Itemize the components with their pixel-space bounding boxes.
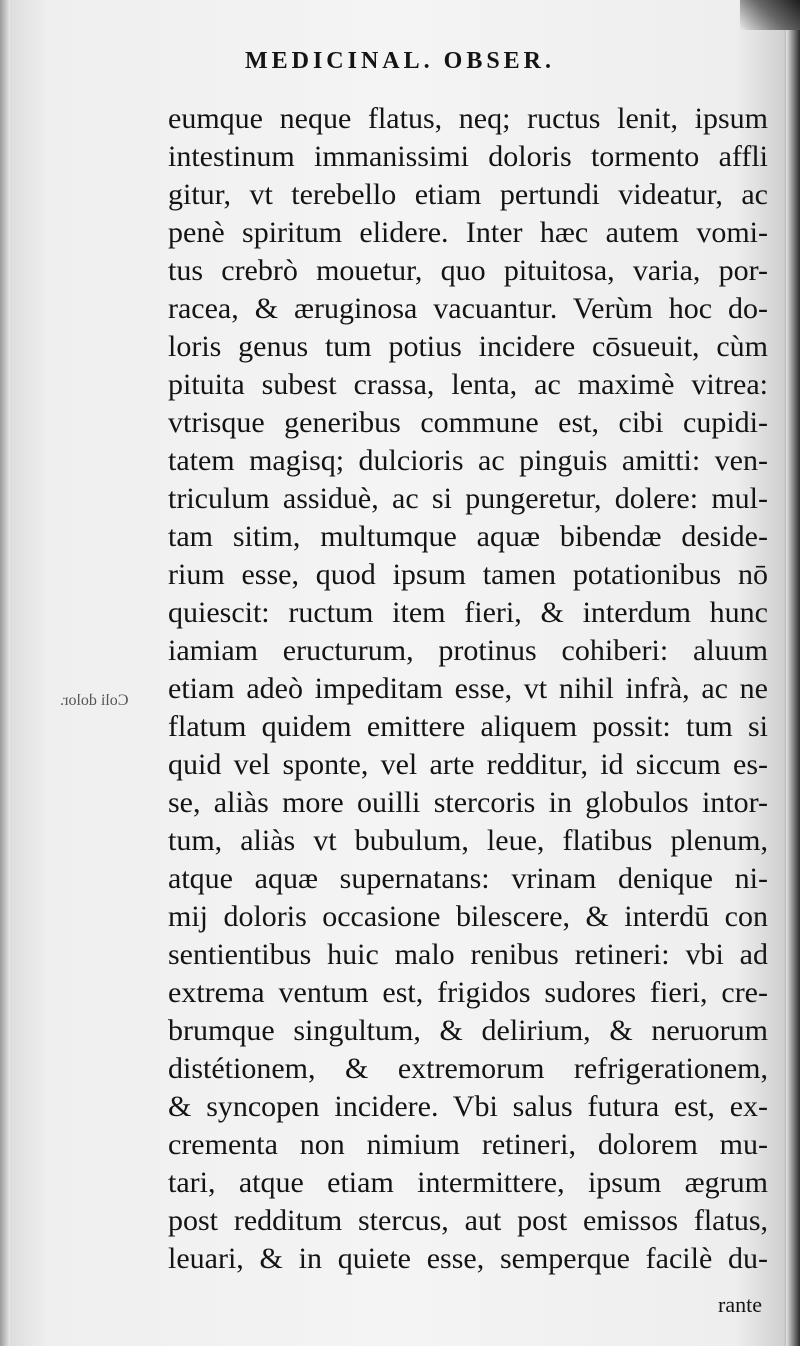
page-left-edge-shadow [0, 0, 10, 1346]
text-line: extrema ventum est, frigidos sudores fieri, cre- [168, 976, 768, 1009]
text-line: se, aliàs more ouilli stercoris in globulos intor- [168, 786, 768, 819]
text-line: pituita subest crassa, lenta, ac maximè vitrea: [168, 368, 768, 401]
text-line: quiescit: ructum item fieri, & interdum hunc [168, 596, 768, 629]
text-line: crementa non nimium retineri, dolorem mu- [168, 1128, 768, 1161]
page-right-edge-shadow [786, 0, 800, 1346]
text-line: tus crebrò mouetur, quo pituitosa, varia, por- [168, 254, 768, 287]
text-line: leuari, & in quiete esse, semperque facilè du- [168, 1242, 768, 1275]
text-line: racea, & æruginosa vacuantur. Verùm hoc do- [168, 292, 768, 325]
text-line: triculum assiduè, ac si pungeretur, dolere: mul- [168, 482, 768, 515]
body-text [168, 100, 768, 1278]
text-line: eumque neque flatus, neq; ructus lenit, ipsum [168, 102, 768, 135]
running-header: MEDICINAL. OBSER. [244, 48, 556, 74]
text-line: sentientibus huic malo renibus retineri: vbi ad [168, 938, 768, 971]
text-line: vtrisque generibus commune est, cibi cupidi- [168, 406, 768, 439]
page-corner-shadow [740, 0, 800, 30]
text-line: tum, aliàs vt bubulum, leue, flatibus plenum, [168, 824, 768, 857]
text-line: tatem magisq; dulcioris ac pinguis amitti: ven- [168, 444, 768, 477]
catchword: rante [718, 1292, 762, 1317]
text-line: & syncopen incidere. Vbi salus futura est, ex- [168, 1090, 768, 1123]
text-line: loris genus tum potius incidere cōsueuit, cùm [168, 330, 768, 363]
margin-note-bleedthrough: Coli dolor. [60, 692, 129, 709]
text-line: rium esse, quod ipsum tamen potationibus nō [168, 558, 768, 591]
text-line: distétionem, & extremorum refrigerationem, [168, 1052, 768, 1085]
text-line: mij doloris occasione bilescere, & interdū con [168, 900, 768, 933]
text-line: atque aquæ supernatans: vrinam denique ni- [168, 862, 768, 895]
text-line: etiam adeò impeditam esse, vt nihil infrà, ac ne [168, 672, 768, 705]
text-line: tari, atque etiam intermittere, ipsum ægrum [168, 1166, 768, 1199]
text-line: gitur, vt terebello etiam pertundi videatur, ac [168, 178, 768, 211]
text-line: post redditum stercus, aut post emissos flatus, [168, 1204, 768, 1237]
text-line: quid vel sponte, vel arte redditur, id siccum es- [168, 748, 768, 781]
text-line: brumque singultum, & delirium, & neruorum [168, 1014, 768, 1047]
text-line: tam sitim, multumque aquæ bibendæ deside- [168, 520, 768, 553]
text-line: penè spiritum elidere. Inter hæc autem vomi- [168, 216, 768, 249]
text-line: flatum quidem emittere aliquem possit: tum si [168, 710, 768, 743]
text-line: intestinum immanissimi doloris tormento affli [168, 140, 768, 173]
text-line: iamiam eructurum, protinus cohiberi: aluum [168, 634, 768, 667]
